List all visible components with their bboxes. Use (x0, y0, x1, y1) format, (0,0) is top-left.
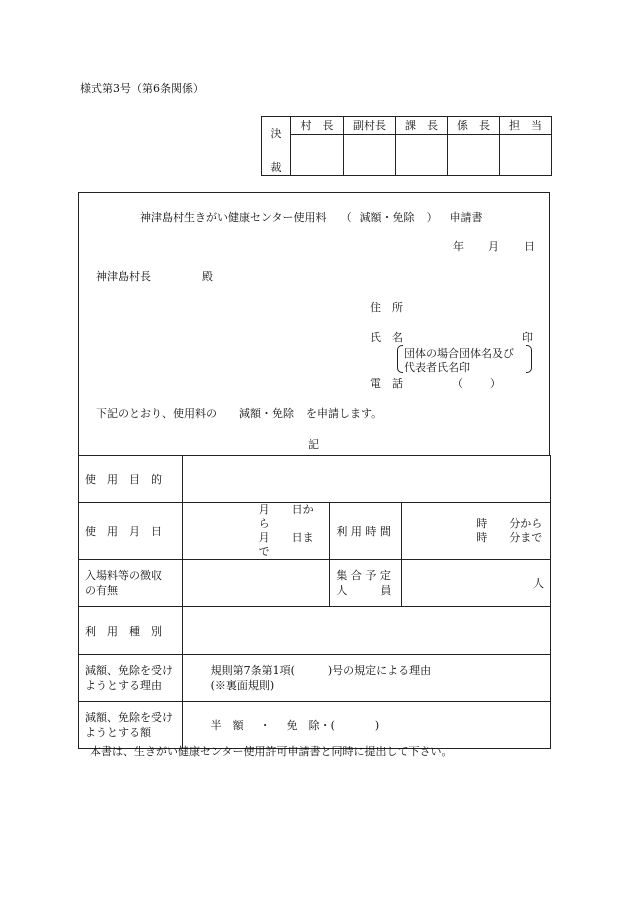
statement-option[interactable]: 減額・免除 (239, 407, 294, 420)
amount-half[interactable]: 半 額 (210, 719, 244, 732)
name-label: 氏 名 (370, 331, 403, 344)
amount-label-line2: ようとする額 (85, 726, 151, 739)
amount-exempt[interactable]: 免 除・( (286, 719, 335, 732)
admission-row (79, 560, 551, 607)
time-from-hour: 時 (476, 517, 488, 530)
dates-from-month: 月 (258, 503, 270, 516)
gather-label-line2: 人 員 (336, 584, 392, 597)
usage-type-row (79, 607, 551, 655)
amount-dot: ・ (259, 719, 271, 732)
time-label: 利 用 時 間 (330, 503, 402, 560)
addressee-honorific: 殿 (202, 270, 213, 283)
usage-type-field[interactable] (182, 607, 550, 655)
approval-label (262, 117, 291, 176)
reason-field[interactable] (182, 655, 550, 702)
dates-label: 使 用 月 日 (79, 503, 183, 560)
time-to-min: 分まで (509, 531, 543, 544)
purpose-label: 使 用 目 的 (79, 456, 183, 503)
date-day-label: 日 (524, 240, 535, 253)
phone-label: 電 話 (370, 377, 403, 390)
group-note-brace-left (397, 345, 403, 373)
amount-row (79, 702, 551, 749)
admission-field[interactable] (182, 560, 330, 607)
approval-stamp-box[interactable] (344, 134, 396, 175)
reason-label (79, 655, 183, 702)
dates-to-month: 月 (258, 531, 270, 544)
amount-field[interactable] (182, 702, 550, 749)
form-title (140, 209, 483, 225)
time-from-min: 分から (509, 517, 543, 530)
approval-stamp-box[interactable] (291, 134, 344, 175)
gather-unit: 人 (533, 577, 544, 590)
seal-mark: 印 (522, 331, 533, 344)
dates-from-day: 日から (258, 503, 314, 530)
approval-col-subsection-chief: 係 長 (448, 117, 500, 135)
addressee-name: 神津島村長 (96, 270, 151, 283)
gather-field[interactable] (402, 560, 551, 607)
reason-label-line1: 減額、免除を受け (85, 664, 173, 677)
admission-label (79, 560, 183, 607)
form-number: 様式第3号（第6条関係） (80, 82, 204, 95)
amount-label-line1: 減額、免除を受け (85, 711, 173, 724)
approval-stamp-box[interactable] (448, 134, 500, 175)
amount-label (79, 702, 183, 749)
amount-close: ) (374, 719, 380, 732)
footnote: 本書は、生きがい健康センター使用許可申請書と同時に提出して下さい。 (90, 745, 453, 758)
approval-table (261, 116, 552, 176)
usage-type-label: 利 用 種 別 (79, 607, 183, 655)
gather-label (330, 560, 402, 607)
reason-label-line2: ようとする理由 (85, 679, 162, 692)
reason-text-line2: (※裏面規則) (210, 679, 275, 692)
phone-paren-close: ） (490, 377, 501, 390)
title-open-paren: （ (340, 211, 352, 224)
title-close-paren: ） (426, 211, 438, 224)
approval-stamp-box[interactable] (500, 134, 552, 175)
group-note-line2: 代表者氏名印 (404, 361, 470, 374)
approval-col-staff: 担 当 (500, 117, 552, 135)
approval-stamp-box[interactable] (396, 134, 448, 175)
time-to-hour: 時 (476, 531, 488, 544)
title-suffix: 申請書 (449, 211, 483, 224)
group-note-line1: 団体の場合団体名及び (404, 347, 514, 360)
dates-to-day: 日まで (258, 531, 314, 558)
approval-label-bottom: 裁 (270, 161, 282, 174)
admission-label-line1: 入場料等の徴収 (85, 569, 162, 582)
date-year-label: 年 (453, 240, 464, 253)
time-field[interactable] (402, 503, 551, 560)
approval-col-deputy: 副村長 (344, 117, 396, 135)
group-note-brace-right (526, 345, 532, 373)
statement-suffix: を申請します。 (306, 407, 383, 420)
approval-col-village-head: 村 長 (291, 117, 344, 135)
title-option[interactable]: 減額・免除 (359, 211, 415, 224)
details-table (78, 455, 551, 749)
approval-col-section-chief: 課 長 (396, 117, 448, 135)
phone-paren-open: （ (452, 377, 463, 390)
admission-label-line2: の有無 (85, 584, 118, 597)
statement-prefix: 下記のとおり、使用料の (96, 407, 217, 420)
date-month-label: 月 (488, 240, 499, 253)
gather-label-line1: 集 合 予 定 (336, 569, 391, 582)
ki-heading: 記 (308, 438, 319, 451)
purpose-row (79, 456, 551, 503)
reason-text-line1: 規則第7条第1項( )号の規定による理由 (210, 664, 432, 677)
statement (96, 405, 382, 421)
dates-row (79, 503, 551, 560)
purpose-field[interactable] (182, 456, 550, 503)
address-label: 住 所 (370, 301, 403, 314)
dates-field[interactable] (182, 503, 330, 560)
title-main: 神津島村生きがい健康センター使用料 (140, 211, 327, 224)
reason-row (79, 655, 551, 702)
approval-label-top: 決 (270, 127, 282, 140)
